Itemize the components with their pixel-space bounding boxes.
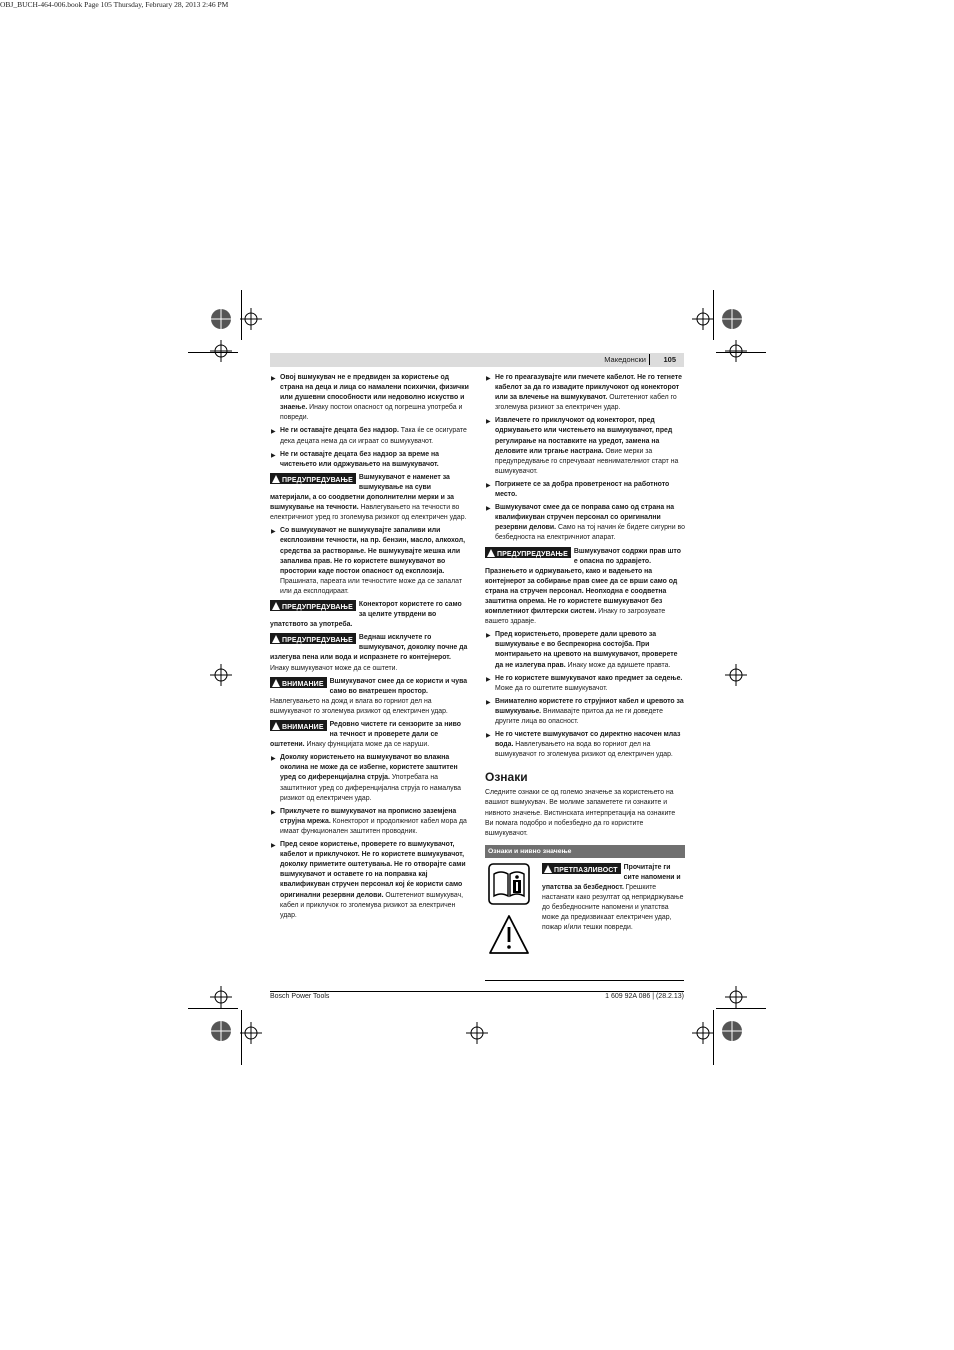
- list-item: ▶ Не го чистете вшмукувачот со директно насочен млаз вода. Навлегувањето на вода во горниот дел на вшмукувачот го зголемува ризикот од електричен удар.: [486, 731, 681, 759]
- crosshair-mark-icon: [240, 1022, 262, 1044]
- list-item: ▶ Доколку користењето на вшмукувачот во влажна околина не може да се избегне, користете заштитен уред со диференцијална струја. Употребата на заштитниот уред со диференцијална струја го намалува ризикот од електричен удар.: [271, 754, 462, 802]
- warning-icon: [272, 722, 280, 730]
- warning-note: ПРЕДУПРЕДУВАЊЕ Вшмукувачот е наменет за вшмукување на суви материјали, а со соодветни дополнителни мерки и за вшмукување на течности. Навлегувањето на течности во електричниот уред го зголемува ризикот од електричен удар.: [270, 473, 467, 522]
- crop-line: [188, 1008, 238, 1009]
- print-header: OBJ_BUCH-464-006.book Page 105 Thursday, February 28, 2013 2:46 PM: [0, 0, 229, 9]
- bullet-arrow-icon: ▶: [486, 699, 491, 706]
- warning-note: ПРЕДУПРЕДУВАЊЕ Вшмукувачот содржи прав што е опасна по здравјето. Празнењето и одржувањето, како и вадењето на контејнерот за собирање прав смее да се врши само од страна на стручен персонал. Неопходна е соодветна заштитна опрема. Не го користете вшмукувачот без комплетниот филтерски систем. Инаку го загрозувате вашето здравје.: [485, 547, 681, 626]
- bullet-arrow-icon: ▶: [486, 376, 491, 382]
- crop-line: [716, 1008, 766, 1009]
- bullet-arrow-icon: ▶: [271, 809, 276, 816]
- caution-badge: ВНИМАНИЕ: [270, 677, 327, 688]
- header-separator: [649, 354, 650, 365]
- list-item: ▶ Приклучете го вшмукувачот на прописно заземјена струјна мрежа. Конекторот и продолжниот кабел мора да имаат функционален заштитен проводник.: [271, 807, 467, 835]
- list-item: ▶ Внимателно користете го струјниот кабел и цревото за вшмукување. Внимавајте притоа да не ги доведете другите лица во опасност.: [486, 697, 684, 725]
- warning-badge: ПРЕДУПРЕДУВАЊЕ: [270, 633, 356, 644]
- crosshair-mark-icon: [210, 986, 232, 1008]
- warning-note: ПРЕДУПРЕДУВАЊЕ Веднаш исклучете го вшмукувачот, доколку почне да излегува пена или вода и испразнете го контејнерот. Инаку вшмукувачот може да се оштети.: [270, 634, 468, 672]
- registration-mark-icon: [210, 1020, 232, 1042]
- crop-line: [713, 1010, 714, 1065]
- bullet-arrow-icon: ▶: [271, 843, 276, 850]
- section-intro: Следните ознаки се од големо значење за користењето на вашиот вшмукувач. Ве молиме запаметете ги ознаките и нивното значење. Вистинската интерпретација на ознаките Ви помага подобро и побезбедно да го користите вшмукувачот.: [485, 789, 676, 837]
- bullet-arrow-icon: ▶: [486, 733, 491, 740]
- list-item: ▶ Не ги оставајте децата без надзор. Така ќе се осигурате дека децата нема да си играат со вшмукувачот.: [271, 427, 467, 445]
- bullet-arrow-icon: ▶: [271, 376, 276, 382]
- table-bottom-line: [485, 980, 684, 981]
- list-item: ▶ Овој вшмукувач не е предвиден за користење од страна на деца и лица со намалени психички, физички или душевни способности или недоволно искуство и знаење. Инаку постои опасност од погрешна употреба и повреди.: [271, 374, 469, 422]
- registration-mark-icon: [210, 308, 232, 330]
- bullet-arrow-icon: ▶: [271, 452, 276, 459]
- symbol-description: ПРЕТПАЗЛИВОСТ Прочитајте ги сите напомени и упатства за безбедност. Грешките настанати како резултат од непридржување до безбедносните напомени и упатства може да предизвикаат електричен удар, пожар и/или тешки повреди.: [542, 863, 684, 932]
- list-item: ▶ Со вшмукувачот не вшмукувајте запаливи или експлозивни течности, на пр. бензин, масло, алкохол, средства за растворање. Не вшмукувајте жешка или запалива прав. Не го користете вшмукувачот во простории каде постои опасност од експлозија. Прашината, пареата или течностите може да се запалат или да експлодираат.: [271, 527, 465, 595]
- crosshair-mark-icon: [240, 308, 262, 330]
- warning-icon: [272, 635, 280, 643]
- section-title: Ознаки: [485, 770, 528, 785]
- bullet-arrow-icon: ▶: [271, 756, 276, 763]
- caution-badge: ВНИМАНИЕ: [270, 720, 327, 731]
- list-item: ▶ Не го користете вшмукувачот како предмет за седење. Може да го оштетите вшмукувачот.: [486, 674, 683, 692]
- list-item: ▶ Извлечете го приклучокот од конекторот, пред одржувањето или чистењето на вшмукувачот, пред регулирање на поставките на уредот, замена на деловите или тргање настрана. Овие мерки за предупредување го спречуваат невнимателниот старт на вшмукувачот.: [486, 417, 679, 475]
- page-header: [270, 353, 684, 367]
- footer-left: Bosch Power Tools: [270, 993, 330, 1000]
- list-item: ▶ Не го преагазувајте или гмечете кабелот. Не го тегнете кабелот за да го извадите приклучокот од конекторот или за влечење на вшмукувачот. Оштетениот кабел го зголемува ризикот за електричен удар.: [486, 374, 682, 412]
- symbol-row: [485, 863, 685, 963]
- crosshair-mark-icon: [725, 986, 747, 1008]
- bullet-arrow-icon: ▶: [486, 633, 491, 640]
- crosshair-mark-icon: [725, 664, 747, 686]
- warning-icon: [544, 865, 552, 873]
- crop-line: [241, 290, 242, 340]
- crosshair-mark-icon: [466, 1022, 488, 1044]
- warning-icon: [487, 549, 495, 557]
- crop-line: [716, 352, 766, 353]
- warning-icon: [272, 679, 280, 687]
- bullet-arrow-icon: ▶: [486, 419, 491, 426]
- warning-note: ПРЕДУПРЕДУВАЊЕ Конекторот користете го само за целите утврдени во упатството за употреба.: [270, 600, 462, 629]
- bullet-arrow-icon: ▶: [486, 482, 491, 489]
- crosshair-mark-icon: [725, 340, 747, 362]
- list-item: ▶ Погрижете се за добра проветреност на работното место.: [486, 480, 670, 499]
- bullet-arrow-icon: ▶: [486, 676, 491, 683]
- warning-icon: [272, 475, 280, 483]
- page-number: 105: [663, 355, 676, 364]
- list-item: ▶ Вшмукувачот смее да се поправа само од страна на квалификуван стручен персонал со оригинални резервни делови. Само на тој начин ќе бидете сигурни во безбедноста на електричниот апарат.: [486, 504, 685, 542]
- bullet-arrow-icon: ▶: [271, 529, 276, 536]
- warning-badge: ПРЕДУПРЕДУВАЊЕ: [270, 600, 356, 611]
- bullet-arrow-icon: ▶: [271, 429, 276, 436]
- warning-badge: ПРЕДУПРЕДУВАЊЕ: [270, 473, 356, 484]
- footer-right: 1 609 92A 086 | (28.2.13): [605, 993, 684, 1000]
- read-manual-icon: [488, 863, 530, 905]
- caution-note: ВНИМАНИЕ Редовно чистете ги сензорите за ниво на течност и проверете дали се оштетени. Инаку функцијата може да се наруши.: [270, 721, 461, 749]
- left-column: [270, 373, 470, 924]
- registration-mark-icon: [721, 308, 743, 330]
- list-item: ▶ Пред секое користење, проверете го вшмукувачот, кабелот и приклучокот. Не го користете вшмукувачот, доколку приметите оштетувања. Не го отворајте сами вшмукувачот и оставете го на поправка кај квалификуван стручен персонал кој ќе користи само оригинални резервни делови. Оштетениот вшмукувач, кабел и приклучок го зголемува ризикот за електричен удар.: [271, 841, 466, 919]
- warning-badge: ПРЕДУПРЕДУВАЊЕ: [485, 547, 571, 558]
- list-item: ▶ Не ги оставајте децата без надзор за време на чистењето или одржувањето на вшмукувачот.: [271, 450, 439, 468]
- table-header: Ознаки и нивно значење: [485, 845, 685, 858]
- danger-badge: ПРЕТПАЗЛИВОСТ: [542, 863, 621, 874]
- page-language: Македонски: [604, 355, 646, 364]
- footer-rule: [270, 991, 684, 992]
- crosshair-mark-icon: [692, 308, 714, 330]
- list-item: ▶ Пред користењето, проверете дали цревото за вшмукување е во беспрекорна состојба. При монтирањето на цревото на вшмукувачот, проверете да не излегува прав. Инаку може да вдишете правта.: [486, 631, 678, 669]
- caution-note: ВНИМАНИЕ Вшмукувачот смее да се користи и чува само во внатрешен простор. Навлегувањето на дожд и влага во горниот дел на вшмукувачот го зголемува ризикот од електричен удар.: [270, 677, 468, 715]
- warning-triangle-icon: [488, 914, 530, 956]
- bullet-arrow-icon: ▶: [486, 506, 491, 513]
- crosshair-mark-icon: [210, 664, 232, 686]
- crop-line: [188, 352, 238, 353]
- crosshair-mark-icon: [210, 340, 232, 362]
- crop-line: [241, 1010, 242, 1065]
- warning-icon: [272, 602, 280, 610]
- crosshair-mark-icon: [692, 1022, 714, 1044]
- crop-line: [713, 290, 714, 340]
- registration-mark-icon: [721, 1020, 743, 1042]
- right-column: [485, 373, 685, 963]
